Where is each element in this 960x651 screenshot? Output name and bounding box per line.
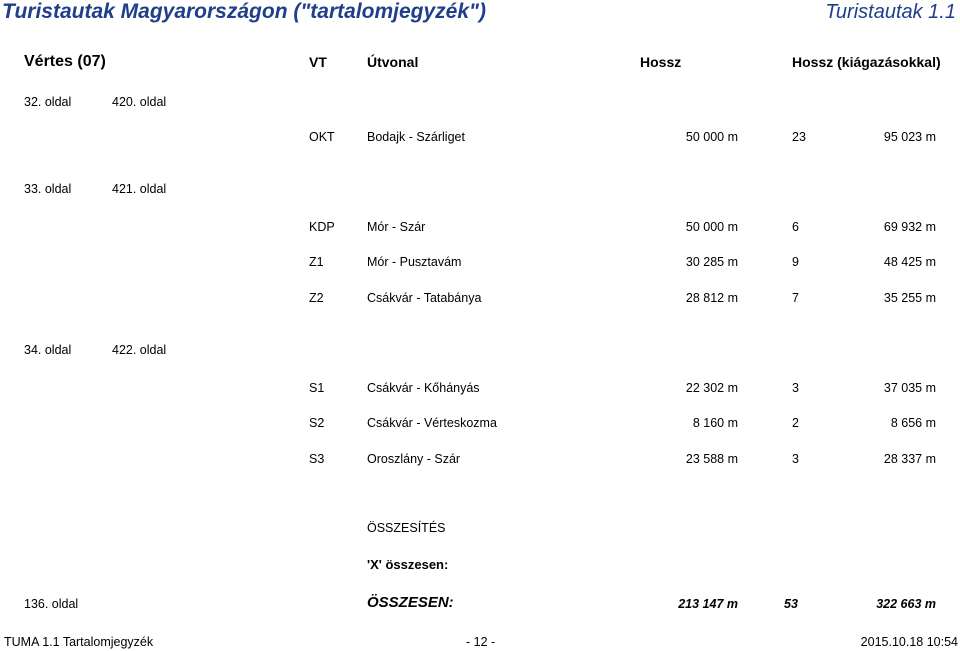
row-length: 50 000 m: [685, 130, 738, 144]
row-count: 3: [792, 381, 799, 395]
column-header-vt: VT: [309, 54, 327, 70]
page-ref: 420. oldal: [112, 95, 167, 109]
row-vt: S1: [309, 381, 325, 395]
summary-page-ref: 136. oldal: [24, 597, 79, 611]
page-ref: 422. oldal: [112, 343, 167, 357]
grand-total-label: ÖSSZESEN:: [367, 594, 454, 611]
row-route: Mór - Pusztavám: [367, 255, 462, 269]
row-length: 50 000 m: [685, 220, 738, 234]
row-vt: OKT: [309, 130, 335, 144]
column-header-length: Hossz: [640, 54, 682, 70]
page-ref: 32. oldal: [24, 95, 72, 109]
row-vt: Z1: [309, 255, 324, 269]
summary-heading: ÖSSZESÍTÉS: [367, 521, 446, 535]
row-route: Csákvár - Vérteskozma: [367, 416, 497, 430]
row-total: 8 656 m: [890, 416, 936, 430]
row-vt: KDP: [309, 220, 335, 234]
page-number: - 12 -: [466, 635, 496, 649]
row-count: 9: [792, 255, 799, 269]
row-count: 3: [792, 452, 799, 466]
page-ref: 33. oldal: [24, 182, 72, 196]
row-length: 23 588 m: [685, 452, 738, 466]
row-route: Csákvár - Tatabánya: [367, 291, 482, 305]
footer-left: TUMA 1.1 Tartalomjegyzék: [4, 635, 154, 649]
grand-total-count: 53: [784, 597, 798, 611]
column-header-route: Útvonal: [367, 54, 419, 70]
section-title: Vértes (07): [24, 53, 106, 70]
grand-total-value: 322 663 m: [876, 597, 936, 611]
footer-timestamp: 2015.10.18 10:54: [860, 635, 958, 649]
row-count: 7: [792, 291, 799, 305]
row-vt: Z2: [309, 291, 324, 305]
row-route: Bodajk - Szárliget: [367, 130, 465, 144]
row-length: 22 302 m: [685, 381, 738, 395]
row-vt: S2: [309, 416, 325, 430]
row-length: 8 160 m: [692, 416, 738, 430]
row-length: 28 812 m: [685, 291, 738, 305]
document-title: Turistautak Magyarországon ("tartalomjegyzék"): [2, 0, 486, 23]
page-ref: 421. oldal: [112, 182, 167, 196]
document-version: Turistautak 1.1: [825, 1, 956, 23]
page-ref: 34. oldal: [24, 343, 72, 357]
row-count: 2: [792, 416, 799, 430]
row-total: 48 425 m: [883, 255, 936, 269]
row-total: 95 023 m: [883, 130, 936, 144]
row-length: 30 285 m: [685, 255, 738, 269]
row-total: 37 035 m: [883, 381, 936, 395]
row-route: Csákvár - Kőhányás: [367, 381, 480, 395]
row-count: 23: [792, 130, 806, 144]
row-route: Mór - Szár: [367, 220, 426, 234]
grand-total-length: 213 147 m: [678, 597, 738, 611]
row-vt: S3: [309, 452, 325, 466]
column-header-branch-length: Hossz (kiágazásokkal): [792, 54, 941, 70]
x-total-label: 'X' összesen:: [367, 557, 449, 572]
row-total: 28 337 m: [883, 452, 936, 466]
row-count: 6: [792, 220, 799, 234]
row-route: Oroszlány - Szár: [367, 452, 461, 466]
row-total: 69 932 m: [883, 220, 936, 234]
row-total: 35 255 m: [883, 291, 936, 305]
